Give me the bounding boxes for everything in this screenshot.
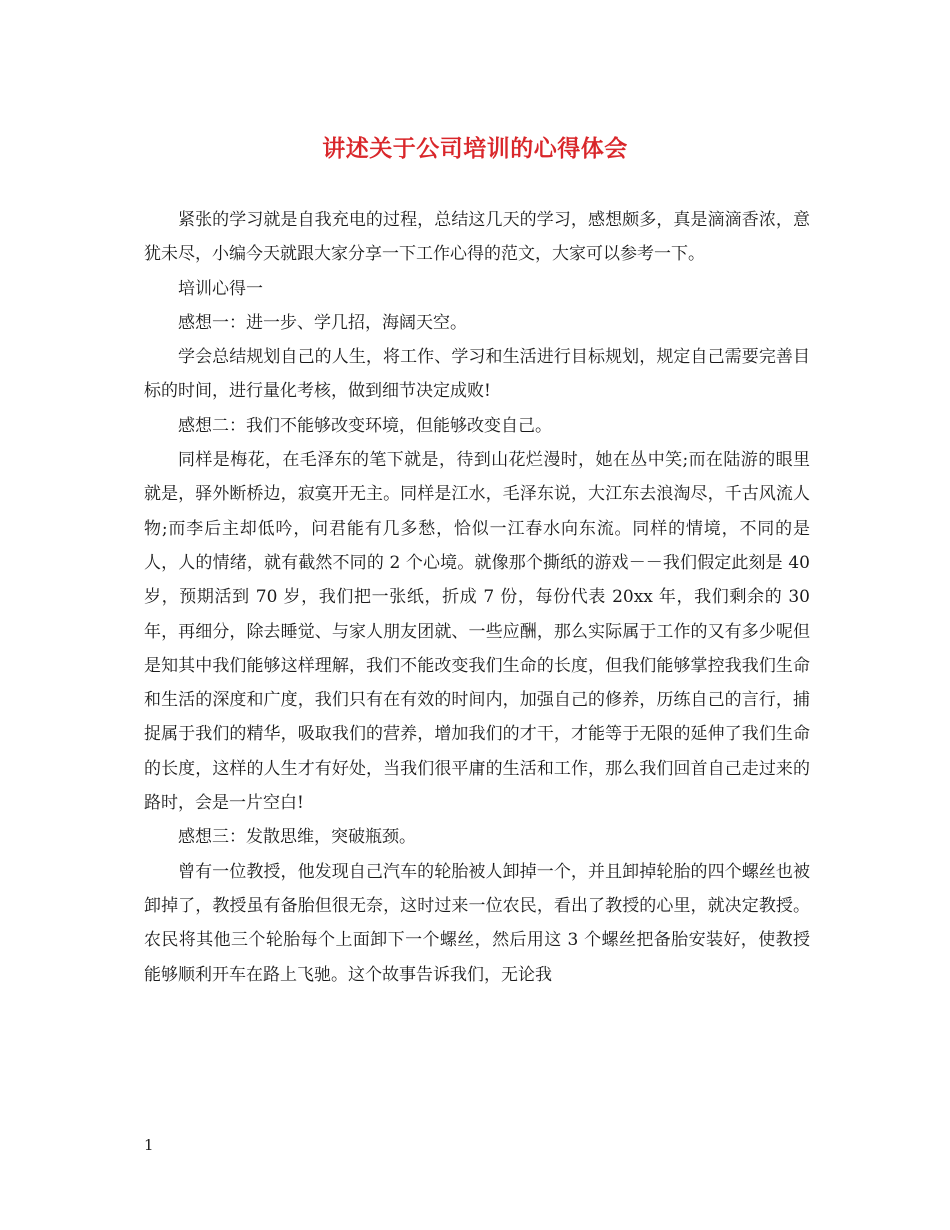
paragraph: 感想一：进一步、学几招，海阔天空。 [178, 312, 467, 333]
paragraph: 学会总结规划自己的人生，将工作、学习和生活进行目标规划，规定自己需要完善目标的时间，进行量化考核，做到细节决定成败! [144, 347, 810, 402]
document-body [144, 203, 810, 992]
paragraph: 曾有一位教授，他发现自己汽车的轮胎被人卸掉一个，并且卸掉轮胎的四个螺丝也被卸掉了，教授虽有备胎但很无奈，这时过来一位农民，看出了教授的心里，就决定教授。农民将其他三个轮胎每个上面卸下一个螺丝，然后用这 3 个螺丝把备胎安装好，使教授能够顺利开车在路上飞驰。这个故事告诉我们，无论我 [144, 861, 810, 985]
section-heading: 培训心得一 [178, 278, 263, 299]
document-title: 讲述关于公司培训的心得体会 [322, 135, 628, 162]
paragraph: 感想三：发散思维，突破瓶颈。 [178, 827, 416, 848]
paragraph: 同样是梅花，在毛泽东的笔下就是，待到山花烂漫时，她在丛中笑;而在陆游的眼里就是，驿外断桥边，寂寞开无主。同样是江水，毛泽东说，大江东去浪淘尽，千古风流人物;而李后主却低吟，问君能有几多愁，恰似一江春水向东流。同样的情境，不同的是人，人的情绪，就有截然不同的 2 个心境。就像那个撕纸的游戏－－我们假定此刻是 40 岁，预期活到 70 岁，我们把一张纸，折成 7 份，每份代表 20xx 年，我们剩余的 30 年，再细分，除去睡觉、与家人朋友团就、一些应酬，那么实际属于工作的又有多少呢但是知其中我们能够这样理解，我们不能改变我们生命的长度，但我们能够掌控我我们生命和生活的深度和广度，我们只有在有效的时间内，加强自己的修养，历练自己的言行，捕捉属于我们的精华，吸取我们的营养，增加我们的才干，才能等于无限的延伸了我们生命的长度，这样的人生才有好处，当我们很平庸的生活和工作，那么我们回首自己走过来的路时，会是一片空白! [144, 450, 810, 814]
page-number: 1 [144, 1136, 154, 1154]
paragraph: 感想二：我们不能够改变环境，但能够改变自己。 [178, 415, 552, 436]
paragraph: 紧张的学习就是自我充电的过程，总结这几天的学习，感想颇多，真是滴滴香浓，意犹未尽，小编今天就跟大家分享一下工作心得的范文，大家可以参考一下。 [144, 210, 810, 265]
